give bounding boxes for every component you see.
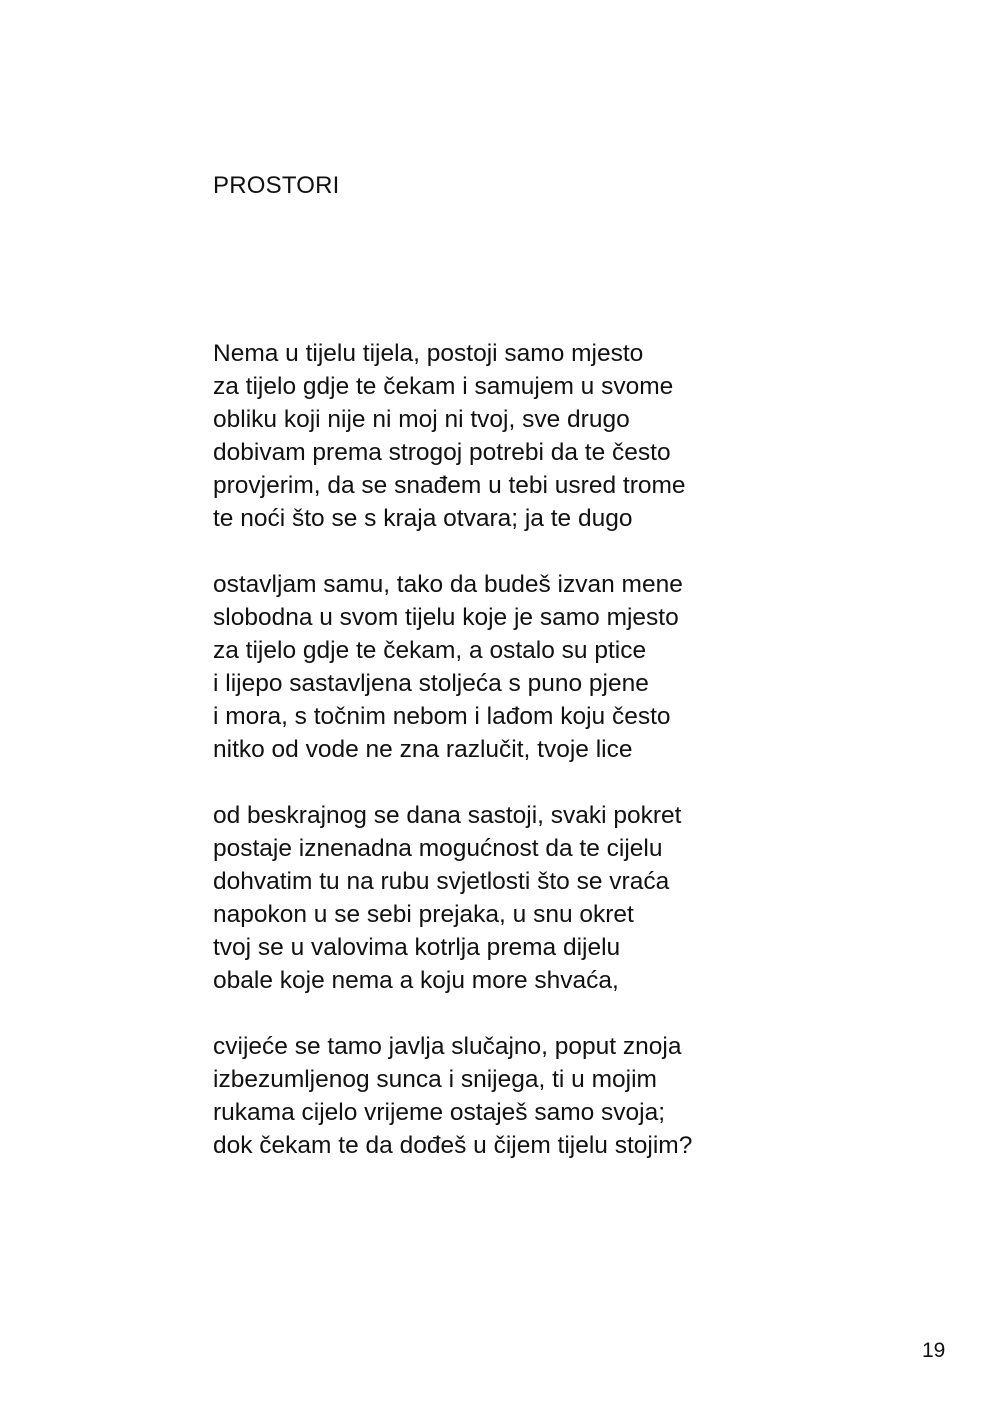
poem-line: i lijepo sastavljena stoljeća s puno pjene: [213, 670, 649, 697]
page-number: 19: [922, 1339, 946, 1362]
poem-line: dok čekam te da dođeš u čijem tijelu stojim?: [213, 1132, 693, 1159]
poem-line: te noći što se s kraja otvara; ja te dugo: [213, 505, 633, 532]
poem-title: PROSTORI: [213, 172, 340, 199]
poem-line: tvoj se u valovima kotrlja prema dijelu: [213, 934, 621, 961]
poem-line: obale koje nema a koju more shvaća,: [213, 967, 619, 994]
poem-line: rukama cijelo vrijeme ostaješ samo svoja;: [213, 1099, 666, 1126]
poem-line: za tijelo gdje te čekam i samujem u svome: [213, 373, 674, 400]
poem-line: postaje iznenadna mogućnost da te cijelu: [213, 835, 663, 862]
poem-line: dohvatim tu na rubu svjetlosti što se vraća: [213, 868, 670, 895]
poem-line: cvijeće se tamo javlja slučajno, poput znoja: [213, 1033, 682, 1060]
stanza-4: [213, 1030, 913, 1162]
stanza-2: [213, 568, 913, 766]
stanza-3: [213, 799, 913, 997]
poem-line: nitko od vode ne zna razlučit, tvoje lice: [213, 736, 633, 763]
poem-line: obliku koji nije ni moj ni tvoj, sve drugo: [213, 406, 630, 433]
poem-line: od beskrajnog se dana sastoji, svaki pokret: [213, 802, 682, 829]
poem-line: ostavljam samu, tako da budeš izvan mene: [213, 571, 683, 598]
poem-line: za tijelo gdje te čekam, a ostalo su ptice: [213, 637, 647, 664]
stanza-1: [213, 337, 913, 535]
poem-line: i mora, s točnim nebom i lađom koju često: [213, 703, 671, 730]
poem-line: slobodna u svom tijelu koje je samo mjesto: [213, 604, 679, 631]
poem-line: izbezumljenog sunca i snijega, ti u mojim: [213, 1066, 657, 1093]
poem-line: dobivam prema strogoj potrebi da te često: [213, 439, 671, 466]
poem-line: napokon u se sebi prejaka, u snu okret: [213, 901, 634, 928]
poem-line: Nema u tijelu tijela, postoji samo mjesto: [213, 340, 644, 367]
poem-line: provjerim, da se snađem u tebi usred trome: [213, 472, 686, 499]
poem-body: [213, 337, 913, 1195]
